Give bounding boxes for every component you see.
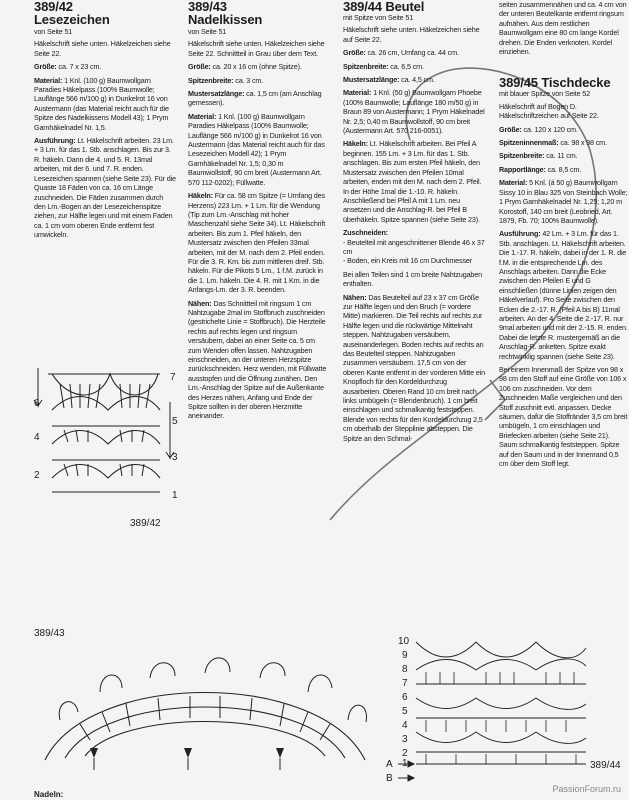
material-para [343, 88, 486, 135]
pattern-subtitle: von Seite 51 [188, 27, 227, 36]
crochet-text: Für ca. 58 cm Spitze (= Umfang des Herzens) 223 Lm. + 1 Lm. für die Wendung (Tip zum Lm.-Anschlag mit hoher Maschenzahl siehe Seite 34). Lt. Häkelschrift arbeiten. Bis zum 1. Pfeil häkeln, den Mustersatz zwischen den Pfeilen 33mal arbeiten, mit der M. nach dem 2. Pfeil enden. Für die 3. R. Km. bis zum mittleren dreif. Stb. häkeln. Für die Pikots 5 Lm., 1 f.M. zurück in die 1. Lm. häkeln. Die 4. R. mit 1 Km. in die Anfangs-Lm. der 3. R. beenden. [188, 191, 326, 295]
bag-row-label-4: 4 [402, 720, 408, 731]
cut-list [343, 238, 486, 266]
size-label: Größe: [34, 62, 57, 72]
pattern-number: 389/42 [34, 0, 73, 14]
pattern-title: Lesezeichen [34, 12, 110, 27]
bag-row-label-6: 6 [402, 692, 408, 703]
sewing-label: Nähen: [188, 298, 212, 308]
lace-para [499, 151, 629, 160]
pattern-label: Mustersatzlänge: [188, 89, 245, 99]
row-label-7: 7 [170, 372, 176, 383]
material-label: Material: [343, 88, 372, 98]
intro-text: Häkelschrift siehe unten. Häkelzeichen siehe Seite 22. Schnittteil in Grau über dem Text. [188, 39, 325, 58]
figure-label-43: 389/43 [34, 628, 65, 639]
sewing-text: Das Beutelteil auf 23 x 37 cm Größe zur Hälfte legen und den Bruch (= vordere Mitte) markieren. Die Teil rechts auf rechts zur Hälfte legen und die rückwärtige Mittelnaht steppen. Nahtzugaben versäubern, auseinanderlegen. Boden rechts auf rechts an das Beutelteil steppen. Nahtzugaben zusammen versäubern. 17,5 cm von der oberen Kante entfernt in der vorderen Mitte ein Knopfloch für den Kordeldurchzug ausarbeiten. Oberen Rand 10 cm breit nach links umbügeln (= Blendenbruch). 1 cm breit einschlagen und schmalkantig feststeppen. Blende von rechts für den Kordeldurchzug 2,5 cm oberhalb der Stepplinie absteppen. Die Spitze an den Schmal- [343, 292, 485, 443]
inner-para [499, 138, 629, 147]
figure-label-42: 389/42 [130, 518, 161, 529]
pattern-number-title [499, 76, 629, 89]
sewing-para [343, 293, 486, 444]
pattern-subtitle: mit blauer Spitze von Seite 52 [499, 89, 590, 99]
material-text: 1 Knl. (50 g) Baumwollgarn Phoebe (100% Baumwolle; Lauflänge 180 m/50 g) in Braun 89 von Austermann; 1 Prym Häkelnadel Nr. 2,5; 0,40 m Baumwollstoff, 90 cm breit (Austermann Art. 570 216-0051). [343, 88, 485, 136]
pattern-title: Nadelkissen [188, 12, 263, 27]
column-beutel [343, 0, 486, 447]
bag-row-label-7: 7 [402, 678, 408, 689]
crochet-para [343, 139, 486, 224]
intro-text: Häkelschrift siehe unten. Häkelzeichen siehe auf Seite 22. [343, 25, 480, 44]
execution-para [34, 136, 176, 239]
sewing-text: Das Schnittteil mit ringsum 1 cm Nahtzugabe 2mal im Stoffbruch zuschneiden (gestrichelte Linie = Stoffbruch). Die Herzteile rechts auf rechts legen und ringsum versäubern, dabei an einer Seite ca. 5 cm zum Wenden offen lassen. Nahtzugaben einschneiden, an der unteren Herzspitze zurückschneiden. Herz wenden, mit Füllwatte ausstopfen und die Öffnung zunähen. Den Lm.-Anschlag der Spitze auf die Außenkante des Herzes nähen, Anfang und Ende der Spitze sollten in der oberen Herzmitte aneinander. [188, 298, 327, 421]
material-para [34, 76, 176, 132]
execution-label: Ausführung: [34, 136, 76, 146]
crochet-label: Häkeln: [188, 191, 213, 201]
size-para [34, 62, 176, 71]
bag-row-label-9: 9 [402, 650, 408, 661]
lace-value: ca. 11 cm. [546, 151, 578, 161]
lace-label: Spitzenbreite: [188, 75, 234, 85]
cut-item: - Boden, ein Kreis mit 16 cm Durchmesser [343, 256, 473, 266]
inner-label: Spitzeninnenmaß: [499, 138, 559, 148]
figure-label-44: 389/44 [590, 760, 621, 771]
lace-para [343, 62, 486, 71]
bag-row-label-5: 5 [402, 706, 408, 717]
bag-row-label-2: 2 [402, 748, 408, 759]
size-label: Größe: [499, 124, 522, 134]
material-label: Material: [34, 75, 63, 85]
execution-text: Lt. Häkelschrift arbeiten. 23 Lm. + 3 Lm. für das 1. Stb. anschlagen. Bis zur 3. R. häkeln. Dann die 4. und 5. R. 13mal arbeiten, mit der 6. und 7. R. enden. Lesezeichen spannen (siehe Seite 23). Für die Quaste 18 Fäden von ca. 16 cm Länge zuschneiden. Die Fäden zusammen durch den Lm.-Bogen an der Lesezeichenspitze ziehen, zur Hälfte legen und mit einem Faden ca. 1 cm vom oberen Ende entfernt fest umwickeln. [34, 136, 176, 240]
row-label-6: 6 [34, 398, 40, 409]
column-tischdecke [499, 0, 629, 472]
sewing-label: Nähen: [343, 292, 367, 302]
pattern-value: ca. 4,5 cm. [401, 75, 435, 85]
material-text: 1 Knl. (100 g) Baumwollgarn Paradies Häkelpass (100% Baumwolle; Lauflänge 566 m/100 g) in Dunkelrot 16 von Austermann (das Material reicht auch für das Lesezeichen Modell 42); 1 Prym Garnhäkelnadel Nr. 1,5; 0,30 m Baumwollstoff, 90 cm breit (Austermann Art. 570 112-0202); Füllwatte. [188, 111, 325, 187]
row-label-4: 4 [34, 432, 40, 443]
row-label-5: 5 [172, 416, 178, 427]
material-label: Material: [499, 178, 528, 188]
lace-label: Spitzenbreite: [343, 61, 389, 71]
bookmark-crochet-chart [30, 362, 180, 502]
cut-item: - Beutelteil mit angeschnittener Blende 46 x 37 cm [343, 237, 485, 256]
bag-arrow-label-a: A [386, 759, 393, 770]
size-label: Größe: [188, 62, 211, 72]
material-para [499, 178, 629, 225]
report-value: ca. 8,5 cm. [547, 164, 582, 174]
pattern-subtitle: mit Spitze von Seite 51 [343, 13, 414, 22]
pattern-number: 389/45 [499, 75, 538, 91]
crochet-label: Häkeln: [343, 139, 368, 149]
pattern-subtitle: von Seite 51 [34, 27, 73, 36]
pattern-number: 389/43 [188, 0, 227, 14]
report-label: Rapportlänge: [499, 164, 546, 174]
execution-para [499, 229, 629, 361]
crochet-text: Lt. Häkelschrift arbeiten. Bei Pfeil A beginnen. 155 Lm. + 3 Lm. für das 1. Stb. anschlagen. Bis zum ersten Pfeil häkeln, den Mustersatz zwischen den Pfeilen 10mal arbeiten, enden mit den M. nach dem 2. Pfeil. In der Höhe 1mal die 1.-10. R. häkeln. Anschließend bei Pfeil A mit 1 Lm. neu ansetzen und die Anschlag-R. bei Pfeil B überhäkeln. Spitze spannen (siehe Seite 23). [343, 139, 482, 224]
inner-value: ca. 98 x 98 cm. [560, 138, 607, 148]
execution-label: Ausführung: [499, 229, 541, 239]
pattern-value: ca. 1,5 cm (am Anschlag gemessen). [188, 89, 322, 108]
pattern-number-title [343, 0, 486, 13]
size-value: ca. 7 x 23 cm. [58, 62, 102, 72]
bag-row-label-10: 10 [398, 636, 410, 647]
bag-row-label-3: 3 [402, 734, 408, 745]
pattern-title: Beutel [385, 0, 425, 14]
pattern-label: Mustersatzlänge: [343, 75, 400, 85]
cut-note: Bei allen Teilen sind 1 cm breite Nahtzugaben enthalten. [343, 269, 482, 289]
column-lesezeichen [34, 0, 176, 244]
pattern-number: 389/44 [343, 0, 382, 14]
finishing-text: Bei einem Innenmaß der Spitze von 98 x 98 cm den Stoff auf eine Größe von 106 x 106 cm zuschneiden. Vor dem Zuschneiden Maße vergleichen und den Stoff zuschnitt evtl. anpassen. Decke säumen, dafür die Stoffränder 3,5 cm breit umbügeln, 1 cm einschlagen und Briefecken arbeiten (siehe Seite 21). Saum schmalkantig feststeppen. Spitze auf den Saum und in der Innenrand 0,5 cm über dem Stoff legt. [499, 365, 628, 469]
intro-text: Häkelschrift auf Bogen D. Häkelschriftzeichen auf Seite 22. [499, 101, 599, 121]
size-para [343, 48, 486, 57]
bag-arrow-label-b: B [386, 773, 393, 784]
row-label-2: 2 [34, 470, 40, 481]
size-value: ca. 120 x 120 cm. [523, 124, 578, 134]
material-label: Material: [188, 111, 217, 121]
continued-text: seiten zusammennähen und ca. 4 cm von der unteren Beutelkante entfernt ringsum aufnähen. Aus dem restlichen Baumwollgarn eine 80 cm lange Kordel drehen. Die Enden verknoten. Kordel einziehen. [499, 0, 627, 57]
bag-row-label-1: 1 [402, 758, 408, 769]
lace-value: ca. 3 cm. [235, 75, 264, 85]
bag-row-label-8: 8 [402, 664, 408, 675]
size-para [499, 125, 629, 134]
row-label-1: 1 [172, 490, 178, 501]
lace-label: Spitzenbreite: [499, 151, 545, 161]
lace-value: ca. 6,5 cm. [390, 61, 424, 71]
pincushion-crochet-chart [30, 640, 380, 790]
cut-label: Zuschneiden: [343, 228, 388, 238]
size-label: Größe: [343, 48, 366, 58]
report-para [499, 165, 629, 174]
bag-crochet-chart [396, 632, 591, 782]
material-text: 5 Knl. (á 50 g) Baumwollgarn Sissy 10 in Blau 325 von Steinbach Wolle; 1 Prym Garnhäkelnadel Nr. 1,25; 1,20 m Korostoff, 140 cm breit (Leobried, Art. 1879, Fb. 70; 100% Baumwolle). [499, 178, 628, 225]
material-text: 1 Knl. (100 g) Baumwollgarn Paradies Häkelpass (100% Baumwolle; Lauflänge 566 m/100 g) in Dunkelrot 16 von Austermann (das Material reicht auch für die Spitze des Nadelkissens Modell 43); 1 Prym Garnhäkelnadel Nr. 1,5. [34, 75, 169, 132]
cut-para [343, 228, 486, 237]
size-value: ca. 26 cm, Umfang ca. 44 cm. [367, 48, 459, 58]
pattern-para [343, 75, 486, 84]
size-value: ca. 20 x 16 cm (ohne Spitze). [212, 62, 302, 72]
footer-text: Nadeln: [34, 790, 64, 799]
execution-text: 42 Lm. + 3 Lm. für das 1. Stb. anschlagen. Lt. Häkelschrift arbeiten. Die 1.-17. R. häkeln, dabei in der 1. R. die f.M. in die entsprechende Lm. des Anschlags arbeiten. Dann die Ecke zwischen den Pfeilen E und G einschließen (dünne Linien zeigen den Häkelverlauf). Pro Seite zwischen den Ecken die 2.-17. R. (Pfeil A bis B) 11mal arbeiten. An der 4. Seite die 2.-17. R. nur 9mal arbeiten und mit der 2.-15. R. enden. Dabei die letzte R. mustergemäß an die Anschlag-R. anketten. Spitze exakt rechtwinklig spannen (siehe Seite 23). [499, 229, 628, 361]
row-label-3: 3 [172, 452, 178, 463]
intro-text: Häkelschrift siehe unten. Häkelzeichen siehe Seite 22. [34, 39, 171, 58]
pattern-title: Tischdecke [541, 75, 611, 91]
watermark: PassionForum.ru [552, 784, 621, 794]
